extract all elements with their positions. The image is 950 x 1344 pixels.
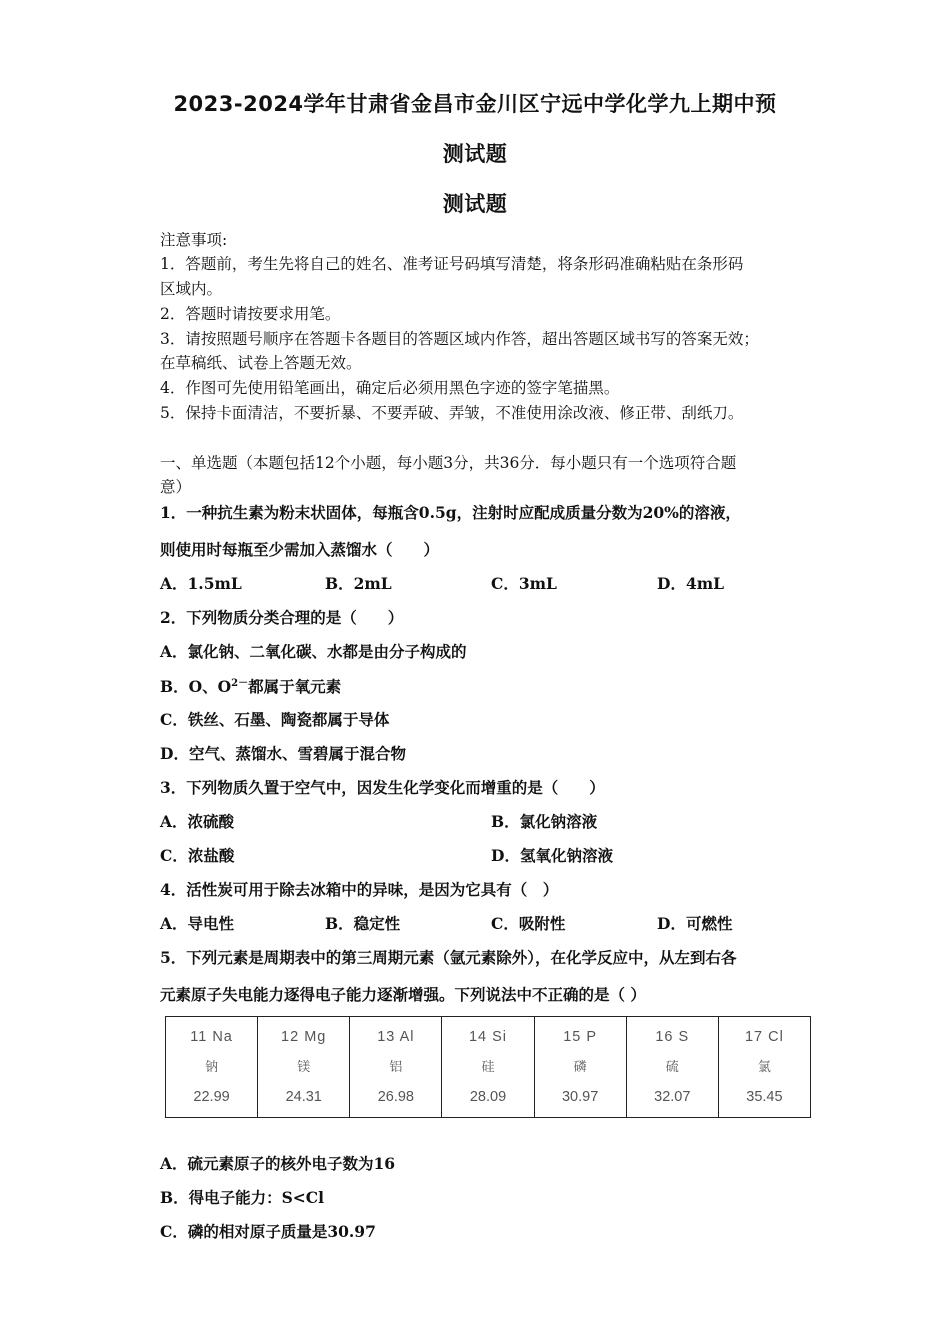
element-mass: 30.97 bbox=[561, 1089, 599, 1105]
notice-item: 在草稿纸、试卷上答题无效。 bbox=[160, 354, 362, 372]
notice-item: 5．保持卡面清洁，不要折暴、不要弄破、弄皱，不准使用涂改液、修正带、刮纸刀。 bbox=[160, 404, 744, 422]
question-5-stem-cont: 元素原子失电能力逐得电子能力逐渐增强。下列说法中不正确的是（ ） bbox=[160, 985, 646, 1004]
ion-charge: 2－ bbox=[231, 678, 249, 689]
question-4-option-d: D．可燃性 bbox=[657, 914, 733, 933]
question-4-stem: 4．活性炭可用于除去冰箱中的异味，是因为它具有（ ） bbox=[160, 880, 559, 899]
question-1-option-a: A．1.5mL bbox=[160, 574, 242, 593]
question-5-option-b: B．得电子能力：S<Cl bbox=[160, 1188, 325, 1207]
option-b-text-end: 都属于氧元素 bbox=[248, 677, 342, 697]
element-name: 氯 bbox=[757, 1059, 771, 1074]
element-cell-p bbox=[534, 1017, 626, 1118]
element-mass: 28.09 bbox=[469, 1089, 507, 1105]
question-1-stem-cont: 则使用时每瓶至少需加入蒸馏水（ ） bbox=[160, 540, 440, 559]
element-name: 镁 bbox=[297, 1059, 311, 1074]
section-heading: 一、单选题（本题包括12个小题，每小题3分，共36分．每小题只有一个选项符合题 bbox=[160, 454, 737, 472]
element-mass: 26.98 bbox=[377, 1089, 414, 1105]
question-1-option-c: C．3mL bbox=[491, 574, 557, 593]
element-symbol: 12 Mg bbox=[281, 1029, 327, 1045]
exam-subtitle: 测试题 bbox=[442, 192, 508, 216]
element-cell-si bbox=[442, 1017, 534, 1118]
element-name: 钠 bbox=[205, 1059, 219, 1074]
question-3-option-b: B．氯化钠溶液 bbox=[491, 812, 598, 831]
table-row bbox=[166, 1017, 811, 1118]
element-cell-s bbox=[626, 1017, 718, 1118]
question-5-option-c: C．磷的相对原子质量是30.97 bbox=[160, 1222, 376, 1241]
question-3-option-d: D．氢氧化钠溶液 bbox=[491, 846, 613, 865]
element-symbol: 17 Cl bbox=[744, 1029, 784, 1045]
element-symbol: 13 Al bbox=[377, 1029, 415, 1045]
element-name: 磷 bbox=[573, 1059, 587, 1074]
question-1-option-d: D．4mL bbox=[657, 574, 725, 593]
section-heading-cont: 意） bbox=[160, 478, 192, 496]
element-mass: 32.07 bbox=[654, 1089, 691, 1105]
element-symbol: 15 P bbox=[563, 1029, 598, 1045]
question-2-option-c: C．铁丝、石墨、陶瓷都属于导体 bbox=[160, 710, 390, 729]
question-2-option-d: D．空气、蒸馏水、雪碧属于混合物 bbox=[160, 744, 406, 763]
element-mass: 22.99 bbox=[193, 1089, 230, 1105]
question-1-stem: 1．一种抗生素为粉末状固体，每瓶含0.5g，注射时应配成质量分数为20%的溶液， bbox=[160, 503, 741, 522]
element-name: 硫 bbox=[665, 1059, 679, 1074]
periodic-table-period-3 bbox=[165, 1016, 811, 1118]
question-4-option-a: A．导电性 bbox=[160, 914, 235, 933]
notice-item: 区域内。 bbox=[160, 280, 223, 298]
question-3-stem: 3．下列物质久置于空气中，因发生化学变化而增重的是（ ） bbox=[160, 778, 605, 797]
question-2-option-b bbox=[160, 674, 341, 697]
notice-item: 1．答题前，考生先将自己的姓名、准考证号码填写清楚，将条形码准确粘贴在条形码 bbox=[160, 255, 744, 273]
element-symbol: 14 Si bbox=[468, 1029, 508, 1045]
question-2-stem: 2．下列物质分类合理的是（ ） bbox=[160, 608, 404, 627]
element-cell-al bbox=[350, 1017, 442, 1118]
element-name: 硅 bbox=[481, 1059, 495, 1074]
question-2-option-a: A．氯化钠、二氧化碳、水都是由分子构成的 bbox=[160, 642, 467, 661]
exam-title-line2: 测试题 bbox=[442, 142, 508, 166]
element-symbol: 11 Na bbox=[190, 1029, 233, 1045]
element-cell-mg bbox=[258, 1017, 350, 1118]
exam-title-line1: 2023-2024学年甘肃省金昌市金川区宁远中学化学九上期中预 bbox=[173, 92, 777, 116]
element-name: 铝 bbox=[389, 1059, 403, 1074]
question-4-option-c: C．吸附性 bbox=[491, 914, 566, 933]
option-b-text: B．O、O bbox=[160, 677, 232, 697]
element-mass: 35.45 bbox=[746, 1089, 783, 1105]
element-mass: 24.31 bbox=[285, 1089, 322, 1105]
question-5-option-a: A．硫元素原子的核外电子数为16 bbox=[160, 1154, 396, 1173]
element-symbol: 16 S bbox=[655, 1029, 690, 1045]
notice-item: 4．作图可先使用铅笔画出，确定后必须用黑色字迹的签字笔描黑。 bbox=[160, 379, 620, 397]
question-3-option-c: C．浓盐酸 bbox=[160, 846, 235, 865]
element-cell-cl bbox=[718, 1017, 810, 1118]
notice-heading: 注意事项: bbox=[160, 231, 228, 249]
element-cell-na bbox=[166, 1017, 258, 1118]
question-3-option-a: A．浓硫酸 bbox=[160, 812, 235, 831]
question-1-option-b: B．2mL bbox=[325, 574, 392, 593]
notice-item: 3．请按照题号顺序在答题卡各题目的答题区域内作答，超出答题区域书写的答案无效； bbox=[160, 330, 759, 348]
question-5-stem: 5．下列元素是周期表中的第三周期元素（氩元素除外），在化学反应中，从左到右各 bbox=[160, 948, 737, 967]
question-4-option-b: B．稳定性 bbox=[325, 914, 401, 933]
notice-item: 2．答题时请按要求用笔。 bbox=[160, 305, 341, 323]
